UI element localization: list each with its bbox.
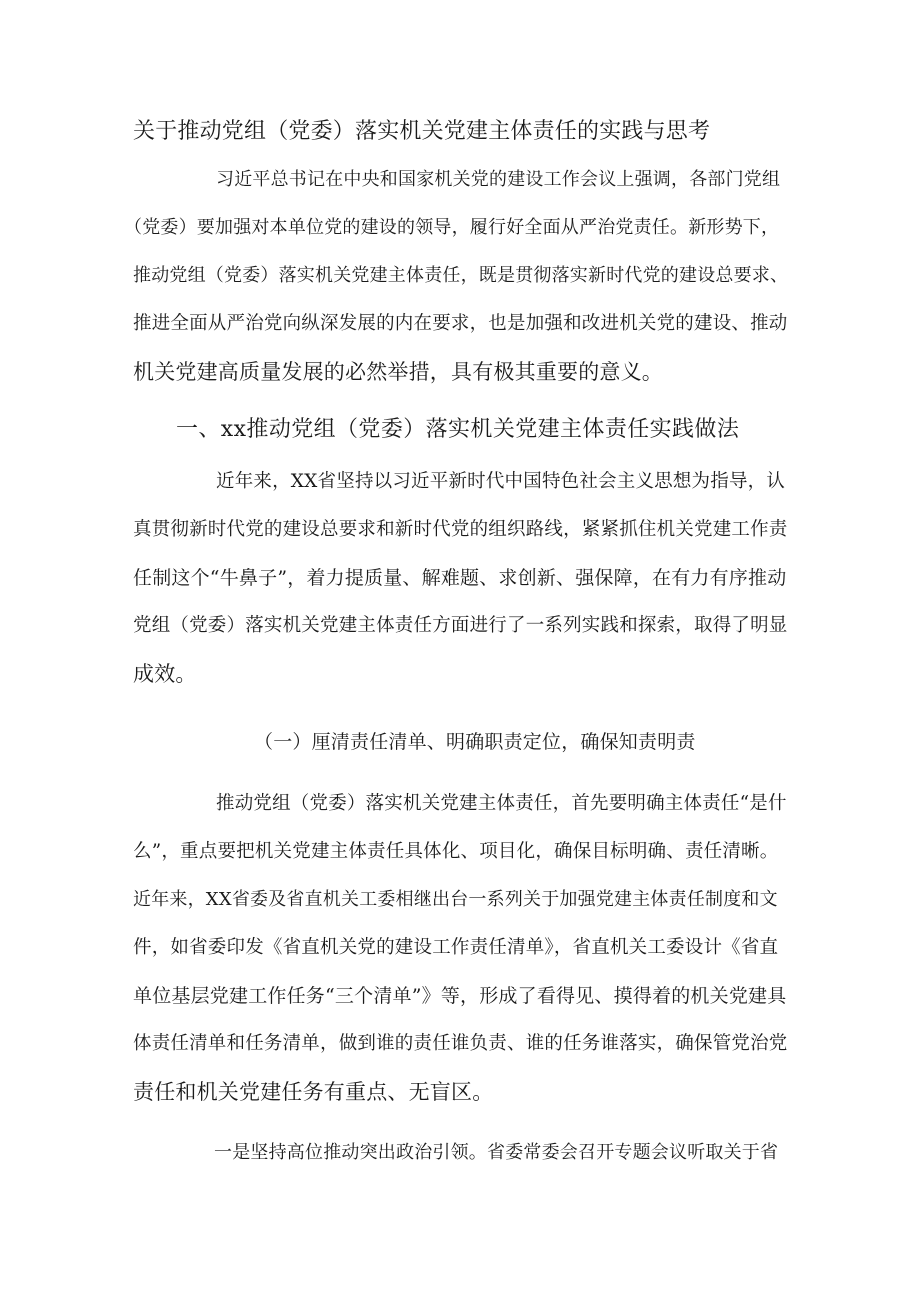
subsection-heading-1: （一）厘清责任清单、明确职责定位，确保知责明责 xyxy=(254,731,696,753)
intro-line-3: 推动党组（党委）落实机关党建主体责任，既是贯彻落实新时代党的建设总要求、 xyxy=(133,265,789,286)
subsection1-line-7: 责任和机关党建任务有重点、无盲区。 xyxy=(133,1080,494,1104)
point1-line-1: 一是坚持高位推动突出政治引领。省委常委会召开专题会议听取关于省 xyxy=(214,1142,779,1163)
section1-line-3: 任制这个“牛鼻子”，着力提质量、解难题、求创新、强保障，在有力有序推动 xyxy=(133,567,787,589)
intro-line-5: 机关党建高质量发展的必然举措，具有极其重要的意义。 xyxy=(133,360,663,384)
document-title: 关于推动党组（党委）落实机关党建主体责任的实践与思考 xyxy=(133,119,711,144)
subsection1-line-2: 么”，重点要把机关党建主体责任具体化、项目化，确保目标明确、责任清晰。 xyxy=(133,841,779,862)
subsection1-line-3: 近年来，XX省委及省直机关工委相继出台一系列关于加强党建主体责任制度和文 xyxy=(133,889,778,910)
intro-line-1: 习近平总书记在中央和国家机关党的建设工作会议上强调，各部门党组 xyxy=(216,169,781,190)
subsection1-line-1: 推动党组（党委）落实机关党建主体责任，首先要明确主体责任“是什 xyxy=(216,793,787,814)
section1-line-1: 近年来，XX省坚持以习近平新时代中国特色社会主义思想为指导，认 xyxy=(216,471,786,492)
section1-line-5: 成效。 xyxy=(133,662,197,686)
subsection1-line-6: 体责任清单和任务清单，做到谁的责任谁负责、谁的任务谁落实，确保管党治党 xyxy=(133,1033,788,1054)
intro-line-2: （党委）要加强对本单位党的建设的领导，履行好全面从严治党责任。新形势下， xyxy=(124,217,780,238)
subsection1-line-4: 件，如省委印发《省直机关党的建设工作责任清单》，省直机关工委设计《省直 xyxy=(133,937,779,958)
section1-line-4: 党组（党委）落实机关党建主体责任方面进行了一系列实践和探索，取得了明显 xyxy=(133,615,788,636)
section-heading-1: 一、xx推动党组（党委）落实机关党建主体责任实践做法 xyxy=(176,417,740,442)
section1-line-2: 真贯彻新时代党的建设总要求和新时代党的组织路线，紧紧抓住机关党建工作责 xyxy=(133,519,788,540)
intro-line-4: 推进全面从严治党向纵深发展的内在要求，也是加强和改进机关党的建设、推动 xyxy=(133,313,788,334)
subsection1-line-5: 单位基层党建工作任务“三个清单”》等，形成了看得见、摸得着的机关党建具 xyxy=(133,985,787,1007)
